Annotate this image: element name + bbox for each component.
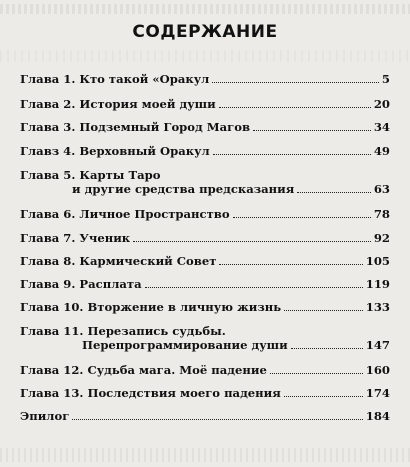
dot-leader: [233, 217, 371, 218]
bleed-through-mid: [0, 50, 410, 62]
dot-leader: [212, 82, 379, 83]
toc-entry-label-line-1: Глава 5. Карты Таро: [20, 168, 161, 182]
toc-entry-label: Глава 12. Судьба мага. Моё падение: [20, 363, 267, 377]
toc-entry-page: 133: [365, 300, 390, 314]
toc-entry-chapter-12: [20, 363, 390, 377]
toc-entry-chapter-3: [20, 120, 390, 134]
toc-entry-chapter-11: [20, 324, 390, 352]
toc-entry-page: 119: [365, 277, 390, 291]
toc-entry-label: Глава 7. Ученик: [20, 231, 131, 245]
dot-leader: [213, 154, 371, 155]
dot-leader: [270, 373, 363, 374]
toc-entry-page: 105: [365, 254, 390, 268]
toc-entry-label: Эпилог: [20, 409, 70, 423]
dot-leader: [219, 264, 362, 265]
toc-entry-chapter-8: [20, 254, 390, 268]
toc-entry-page: 174: [365, 386, 390, 400]
dot-leader: [291, 348, 363, 349]
toc-entry-label-line-1: Глава 11. Перезапись судьбы.: [20, 324, 226, 338]
toc-entry-page: 92: [373, 231, 390, 245]
toc-entry-page: 160: [365, 363, 390, 377]
bleed-through-top: [0, 4, 410, 14]
toc-entry-label: Глава 3. Подземный Город Магов: [20, 120, 251, 134]
dot-leader: [297, 192, 371, 193]
toc-entry-label: Главз 4. Верховный Оракул: [20, 144, 210, 158]
toc-entry-page: 5: [381, 72, 390, 86]
toc-entry-label: Глава 9. Расплата: [20, 277, 142, 291]
toc-entry-chapter-1: [20, 72, 390, 86]
toc-entry-label: Глава 1. Кто такой «Оракул: [20, 72, 210, 86]
dot-leader: [253, 130, 371, 131]
toc-entry-label-line-2: Перепрограммирование души: [82, 338, 288, 352]
toc-entry-label-line-2: и другие средства предсказания: [72, 182, 295, 196]
toc-entry-chapter-13: [20, 386, 390, 400]
toc-entry-page: 34: [373, 120, 390, 134]
toc-entry-page: 184: [365, 409, 390, 423]
toc-entry-chapter-10: [20, 300, 390, 314]
toc-entry-page: 63: [373, 182, 390, 196]
dot-leader: [72, 419, 362, 420]
toc-entry-chapter-7: [20, 231, 390, 245]
toc-entry-chapter-6: [20, 207, 390, 221]
toc-entry-chapter-2: [20, 97, 390, 111]
dot-leader: [284, 310, 363, 311]
dot-leader: [145, 287, 363, 288]
dot-leader: [219, 107, 371, 108]
toc-entry-label: Глава 13. Последствия моего падения: [20, 386, 281, 400]
toc-entry-chapter-9: [20, 277, 390, 291]
toc-entry-label: Глава 6. Личное Пространство: [20, 207, 230, 221]
dot-leader: [133, 241, 371, 242]
toc-entry-page: 78: [373, 207, 390, 221]
toc-entry-epilogue: [20, 409, 390, 423]
toc-entry-label: Глава 8. Кармический Совет: [20, 254, 217, 268]
toc-entry-page: 20: [373, 97, 390, 111]
toc-entry-label: Глава 10. Вторжение в личную жизнь: [20, 300, 282, 314]
toc-entry-chapter-4: [20, 144, 390, 158]
toc-entry-label: [20, 324, 288, 352]
toc-entry-chapter-5: [20, 168, 390, 196]
bleed-through-bottom: [0, 448, 410, 462]
dot-leader: [284, 396, 363, 397]
toc-entry-label: Глава 2. История моей души: [20, 97, 216, 111]
page-title: СОДЕРЖАНИЕ: [132, 22, 278, 42]
toc-entry-page: 147: [365, 338, 390, 352]
toc-entry-label: [20, 168, 294, 196]
toc-entry-page: 49: [373, 144, 390, 158]
